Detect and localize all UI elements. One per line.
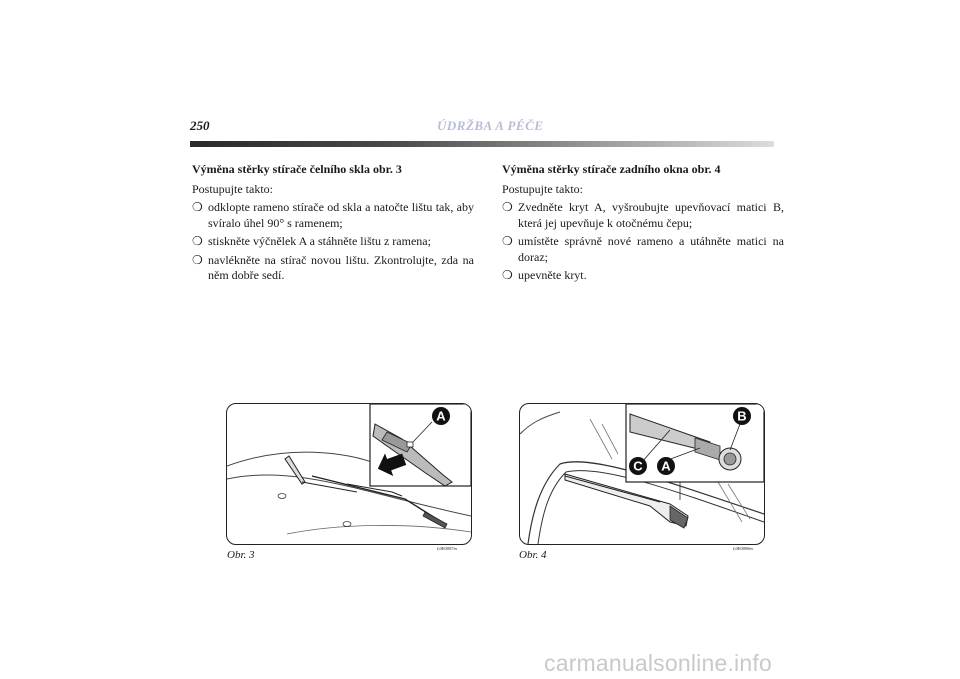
section-title: ÚDRŽBA A PÉČE xyxy=(437,118,544,133)
watermark: carmanualsonline.info xyxy=(544,650,772,676)
bullet-icon: ❍ xyxy=(192,252,203,267)
windscreen-wiper-drawing xyxy=(227,404,471,544)
figure-3-code: L0E0097m xyxy=(437,546,457,551)
right-column xyxy=(502,162,784,287)
label-a: A xyxy=(661,458,671,474)
figure-4-illustration xyxy=(519,403,765,545)
right-heading: Výměna stěrky stírače zadního okna obr. 4 xyxy=(502,162,721,176)
list-item-text: navlékněte na stírač novou lištu. Zkontrolujte, zda na něm dobře sedí. xyxy=(208,252,474,282)
figure-3-caption: Obr. 3 xyxy=(227,549,255,561)
header-rule xyxy=(190,141,774,147)
left-intro: Postupujte takto: xyxy=(192,181,273,196)
label-a: A xyxy=(436,408,446,424)
bullet-icon: ❍ xyxy=(192,200,203,214)
label-c: C xyxy=(633,458,643,474)
label-b: B xyxy=(737,408,747,424)
list-item xyxy=(192,253,474,284)
bullet-icon: ❍ xyxy=(192,234,203,248)
left-column xyxy=(192,162,474,287)
list-item xyxy=(502,200,784,231)
rear-wiper-drawing xyxy=(520,404,764,544)
list-item xyxy=(192,200,474,231)
list-item xyxy=(502,268,784,284)
list-item-text: Zvedněte kryt A, vyšroubujte upevňovací matici B, která jej upevňuje k otočnému čepu; xyxy=(518,200,784,230)
right-list xyxy=(502,200,784,284)
left-list xyxy=(192,200,474,284)
figure-3-illustration xyxy=(226,403,472,545)
list-item-text: stiskněte výčnělek A a stáhněte lištu z ramena; xyxy=(208,234,431,248)
figure-4-code: L0E0098m xyxy=(733,546,753,551)
page-number: 250 xyxy=(190,118,210,133)
bullet-icon: ❍ xyxy=(502,200,513,214)
list-item xyxy=(192,234,474,250)
left-heading: Výměna stěrky stírače čelního skla obr. 3 xyxy=(192,162,402,176)
right-intro: Postupujte takto: xyxy=(502,181,583,196)
list-item-text: umístěte správně nové rameno a utáhněte matici na doraz; xyxy=(518,234,784,264)
bullet-icon: ❍ xyxy=(502,268,513,282)
figure-4-caption: Obr. 4 xyxy=(519,549,547,561)
list-item-text: odklopte rameno stírače od skla a natočte lištu tak, aby svíralo úhel 90° s ramenem; xyxy=(208,200,474,230)
list-item xyxy=(502,234,784,265)
list-item-text: upevněte kryt. xyxy=(518,268,587,282)
bullet-icon: ❍ xyxy=(502,234,513,248)
